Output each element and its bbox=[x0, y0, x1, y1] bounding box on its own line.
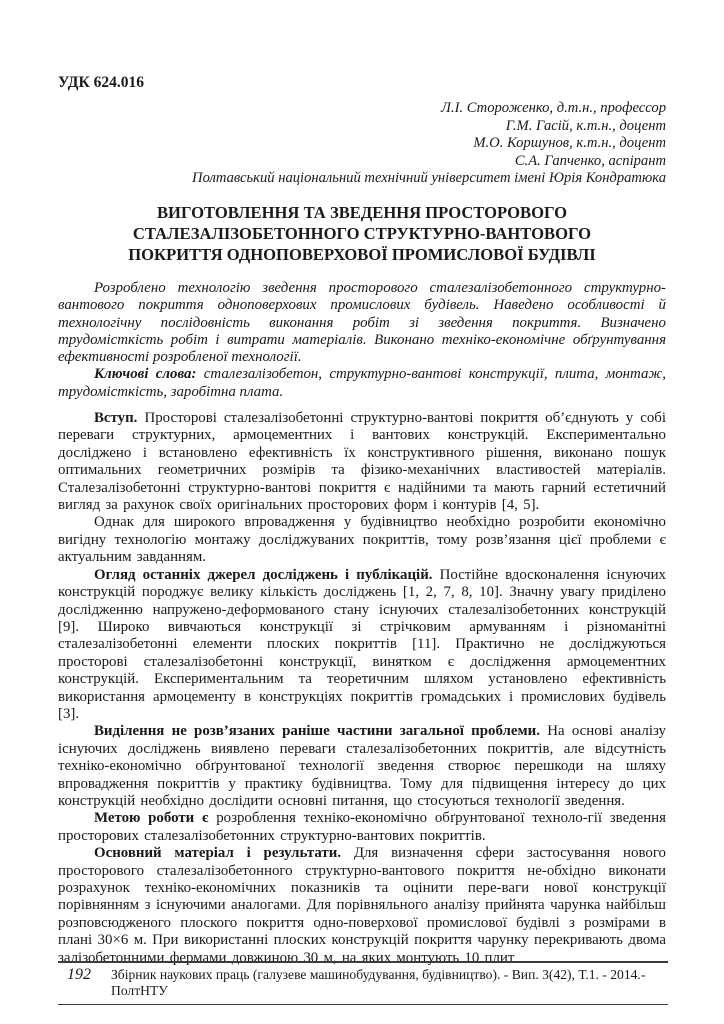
author-line: Г.М. Гасій, к.т.н., доцент bbox=[505, 117, 666, 134]
affiliation: Полтавський національний технічний університет імені Юрія Кондратюка bbox=[192, 170, 666, 187]
page-number: 192 bbox=[67, 966, 91, 983]
body-paragraph bbox=[58, 567, 666, 724]
author-line: М.О. Коршунов, к.т.н., доцент bbox=[473, 135, 666, 152]
section-lead: Огляд останніх джерел досліджень і публікацій. bbox=[94, 566, 433, 583]
section-lead: Виділення не розв’язаних раніше частини загальної проблеми. bbox=[94, 723, 540, 740]
udc-code: УДК 624.016 bbox=[58, 74, 144, 91]
body-paragraph bbox=[58, 723, 666, 810]
keywords-label: Ключові слова: bbox=[94, 366, 197, 383]
author-block bbox=[58, 100, 666, 188]
paragraph-text: На основі аналізу існуючих досліджень виявлено переваги сталезалізобетонних покриттів, але відсутність техніко-економічно обґрунтованої технології зведення створює перешкоди на шляху впровадження покриттів у практику будівництва. Тому для підвищення інтересу до цих конструкцій необхідно дослідити основні питання, що стосуються технології зведення. bbox=[58, 723, 666, 809]
author-line: Л.І. Стороженко, д.т.н., профессор bbox=[441, 100, 666, 116]
abstract-paragraph: Розроблено технологію зведення просторового сталезалізобетонного структурно-вантового покриття одноповерхових промислових будівель. Наведено особливості й технологічну послідовність виконання робіт зі зведення покриття. Визначено трудомісткість робіт і витрати матеріалів. Виконано техніко-економічне обґрунтування ефективності розробленої технології. bbox=[58, 279, 666, 366]
keywords-paragraph bbox=[58, 366, 666, 401]
paragraph-text: Для визначення сфери застосування нового просторового сталезалізобетонного структурно-вантового покриття не-обхідно виконати розрахунок техніко-економічних показників та оцінити пере-ваги нової конструкції порівнянням з існуючими аналогами. Для порівняльного аналізу прийнята чарунка найбільш розповсюдженого плоского покриття одно-поверхової промислової будівлі з розмірами в плані 30×6 м. При використанні плоских конструкцій покриття чарунку перекривають двома залізобетонними фермами довжиною 30 м, на яких монтують 10 плит bbox=[58, 845, 666, 966]
body-paragraph bbox=[58, 810, 666, 845]
title-line: ВИГОТОВЛЕННЯ ТА ЗВЕДЕННЯ ПРОСТОРОВОГО bbox=[156, 202, 568, 222]
paragraph-text: розроблення техніко-економічно обґрунтованої техноло-гії зведення просторових сталезалізобетонних структурно-вантових покриттів. bbox=[58, 810, 666, 844]
body-paragraph bbox=[58, 514, 666, 566]
author-line: С.А. Гапченко, аспірант bbox=[514, 152, 666, 169]
title-line: СТАЛЕЗАЛІЗОБЕТОННОГО СТРУКТУРНО-ВАНТОВОГО bbox=[132, 223, 592, 243]
section-lead: Основний матеріал і результати. bbox=[94, 845, 342, 862]
title-line: ПОКРИТТЯ ОДНОПОВЕРХОВОЇ ПРОМИСЛОВОЇ БУДІВЛІ bbox=[128, 244, 596, 264]
body-paragraph bbox=[58, 845, 666, 967]
keywords-text: сталезалізобетон, структурно-вантові конструкції, плита, монтаж, трудомісткість, заробітна плата. bbox=[58, 366, 666, 400]
paragraph-text: Просторові сталезалізобетонні структурно-вантові покриття об’єднують у собі переваги структурних, армоцементних і вантових конструкцій. Експериментально досліджено і встановлено ефективність їх конструктивного рішення, виконано пошук оптимальних геометричних розмірів та фізико-механічних властивостей матеріалів. Сталезалізобетонні структурно-вантові покриття є надійними та мають гарний естетичний вигляд за рахунок своїх оригінальних просторових форм і контурів [4, 5]. bbox=[58, 410, 666, 514]
section-lead: Метою роботи є bbox=[94, 810, 209, 827]
page-footer bbox=[58, 961, 668, 1005]
article-title bbox=[58, 202, 666, 265]
section-lead: Вступ. bbox=[94, 410, 138, 427]
page-content bbox=[58, 0, 666, 967]
paragraph-text: Постійне вдосконалення існуючих конструкцій породжує велику кількість досліджень [1, 2, 7, 8, 10]. Значну увагу приділено дослідженню напружено-деформованого стану існуючих сталезалізобетонних конструкцій [9]. Широко вивчаються конструкції зі стрічковим армуванням і різноманітні сталезалізобетонні елементи плоских покриттів [11]. Практично не досліджуються просторові сталезалізобетонні конструкції, винятком є дослідження армоцементних конструкцій. Експериментальним та теоретичним шляхом установлено ефективність використання армоцементу в конструкціях покриттів громадських і промислових будівель [3]. bbox=[58, 566, 666, 722]
paragraph-text: Однак для широкого впровадження у будівництво необхідно розробити економічно вигідну технологію монтажу досліджуваних покриттів, тому розв’язання цієї проблеми є актуальним завданням. bbox=[58, 514, 666, 566]
body-paragraph bbox=[58, 410, 666, 514]
journal-reference: Збірник наукових праць (галузеве машинобудування, будівництво). - Вип. 3(42), Т.1. - 2014.-ПолтНТУ bbox=[111, 967, 646, 998]
article-body bbox=[58, 410, 666, 967]
